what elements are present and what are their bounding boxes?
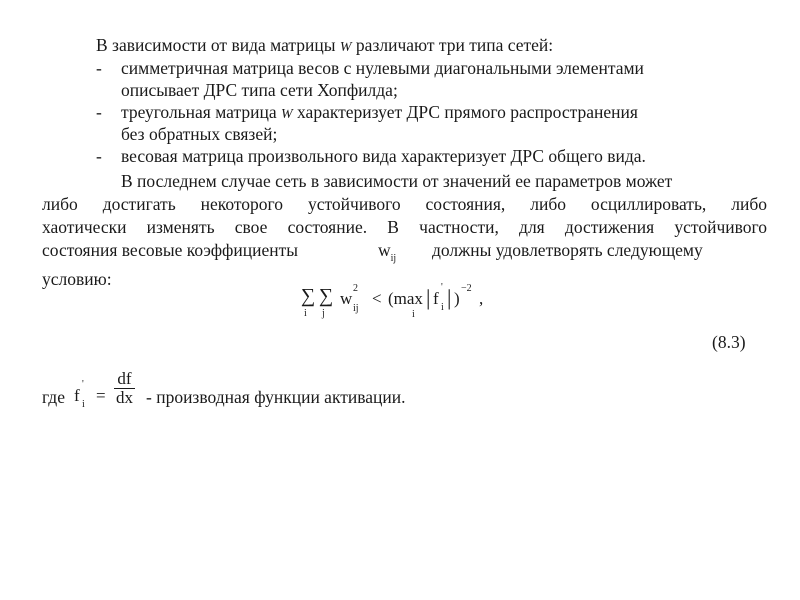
where-suffix: - производная функции активации. bbox=[146, 387, 406, 407]
paragraph-line-4-symbol bbox=[378, 239, 396, 265]
formula-f-sup: ' bbox=[441, 282, 443, 293]
formula-bar-right: | bbox=[447, 285, 452, 310]
bullet-2-matrix-symbol: W bbox=[280, 107, 293, 122]
formula-w bbox=[340, 289, 352, 309]
formula-w-letter: w bbox=[340, 289, 353, 308]
bullet-dash-3: - bbox=[96, 146, 102, 166]
derivative-definition bbox=[74, 370, 154, 420]
intro-suffix: различают три типа сетей: bbox=[351, 35, 554, 55]
formula-open-max: (max bbox=[388, 289, 423, 308]
paragraph-line-4-prefix: состояния весовые коэффициенты bbox=[42, 240, 298, 260]
matrix-symbol: W bbox=[339, 40, 352, 55]
sum-sign-i bbox=[300, 285, 316, 319]
where-equals: = bbox=[96, 386, 106, 405]
sum-index-i: i bbox=[304, 308, 307, 319]
derivative-fraction bbox=[114, 370, 135, 407]
bullet-1-line-2: описывает ДРС типа сети Хопфилда; bbox=[121, 80, 398, 100]
bullet-dash-2: - bbox=[96, 102, 102, 122]
bullet-dash-1: - bbox=[96, 58, 102, 78]
sum-sign-j bbox=[318, 285, 334, 319]
intro-line bbox=[96, 34, 553, 59]
sum-index-j: j bbox=[322, 308, 325, 319]
where-prefix: где bbox=[42, 387, 65, 407]
formula-less-than: < bbox=[372, 289, 382, 308]
where-f-sup: ' bbox=[82, 379, 84, 390]
weight-symbol-sub: ij bbox=[390, 253, 397, 264]
formula-f: f bbox=[433, 289, 439, 308]
paragraph-line-3: хаотически изменять свое состояние. В частности, для достижения устойчивого bbox=[42, 217, 767, 237]
bullet-2-suffix: характеризует ДРС прямого распространения bbox=[292, 102, 638, 122]
bullet-3-line-1: весовая матрица произвольного вида характеризует ДРС общего вида. bbox=[121, 146, 646, 166]
where-f: f bbox=[74, 386, 80, 405]
paragraph-line-4-suffix: должны удовлетворять следующему bbox=[432, 240, 703, 260]
formula-exponent: −2 bbox=[461, 283, 472, 294]
formula-f-sub: i bbox=[441, 302, 444, 313]
formula-bar-left: | bbox=[426, 285, 431, 310]
intro-prefix: В зависимости от вида матрицы bbox=[96, 35, 340, 55]
formula-8-3 bbox=[300, 282, 505, 329]
fraction-numerator: df bbox=[114, 370, 135, 389]
where-f-sub: i bbox=[82, 399, 85, 410]
paragraph-line-1: В последнем случае сеть в зависимости от значений ее параметров может bbox=[121, 171, 673, 191]
formula-close: ) bbox=[454, 289, 460, 308]
formula-w-sup: 2 bbox=[353, 283, 358, 294]
sum-symbol-i: ∑ bbox=[300, 285, 316, 307]
formula-max-sub: i bbox=[412, 309, 415, 320]
sum-symbol-j: ∑ bbox=[318, 285, 334, 307]
weight-symbol: w bbox=[378, 240, 391, 260]
equation-number: (8.3) bbox=[712, 332, 746, 352]
fraction-denominator: dx bbox=[116, 388, 133, 407]
paragraph-line-2: либо достигать некоторого устойчивого состояния, либо осциллировать, либо bbox=[42, 194, 767, 214]
bullet-2-line-2: без обратных связей; bbox=[121, 124, 278, 144]
paragraph-line-5: условию: bbox=[42, 269, 112, 289]
bullet-1-line-1: симметричная матрица весов с нулевыми диагональными элементами bbox=[121, 58, 644, 78]
bullet-2-prefix: треугольная матрица bbox=[121, 102, 281, 122]
formula-comma: , bbox=[479, 289, 484, 308]
formula-w-sub: ij bbox=[353, 303, 359, 314]
